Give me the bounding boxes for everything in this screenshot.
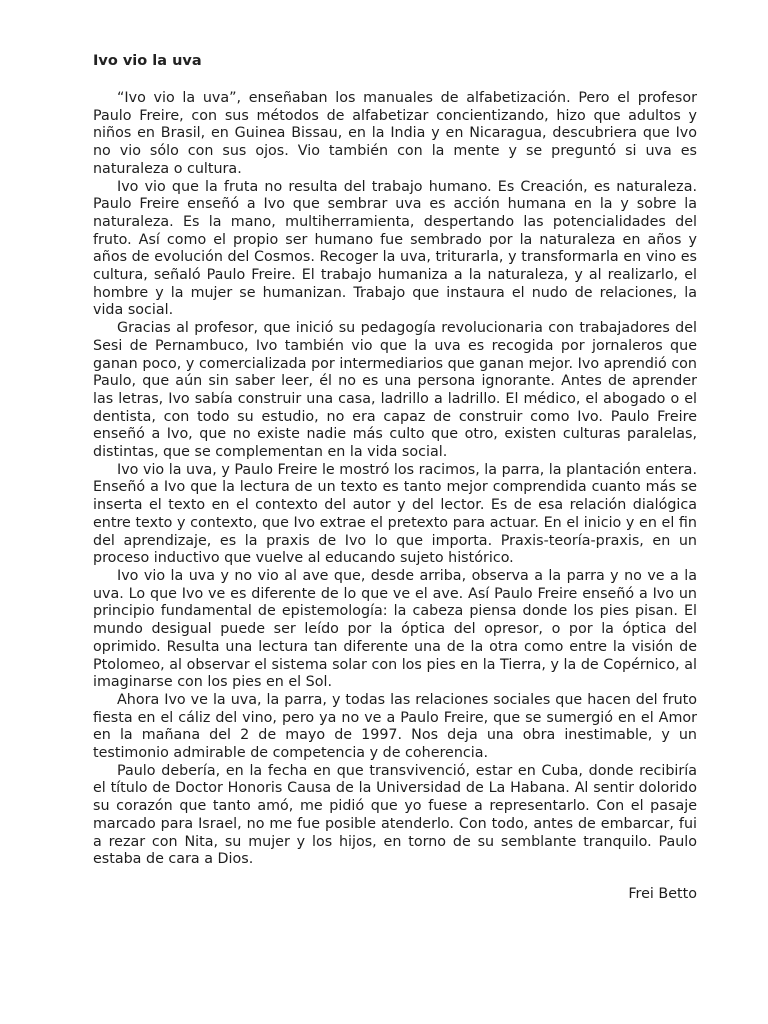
paragraph: Paulo debería, en la fecha en que transvivenció, estar en Cuba, donde recibiría el título de Doctor Honoris Causa de la Universidad de La Habana. Al sentir dolorido su corazón que tanto amó, me pidió que yo fuese a representarlo. Con el pasaje marcado para Israel, no me fue posible atenderlo. Con todo, antes de embarcar, fui a rezar con Nita, su mujer y los hijos, en torno de su semblante tranquilo. Paulo estaba de cara a Dios. xyxy=(93,762,697,868)
paragraph: Ivo vio la uva y no vio al ave que, desde arriba, observa a la parra y no ve a la uva. Lo que Ivo ve es diferente de lo que ve el ave. Así Paulo Freire enseñó a Ivo un principio fundamental de epistemología: la cabeza piensa donde los pies pisan. El mundo desigual puede ser leído por la óptica del opresor, o por la óptica del oprimido. Resulta una lectura tan diferente una de la otra como entre la visión de Ptolomeo, al observar el sistema solar con los pies en la Tierra, y la de Copérnico, al imaginarse con los pies en el Sol. xyxy=(93,567,697,691)
paragraph: Ahora Ivo ve la uva, la parra, y todas las relaciones sociales que hacen del fruto fiesta en el cáliz del vino, pero ya no ve a Paulo Freire, que se sumergió en el Amor en la mañana del 2 de mayo de 1997. Nos deja una obra inestimable, y un testimonio admirable de competencia y de coherencia. xyxy=(93,691,697,762)
author-signature: Frei Betto xyxy=(628,885,697,902)
document-body xyxy=(93,90,697,869)
paragraph: “Ivo vio la uva”, enseñaban los manuales de alfabetización. Pero el profesor Paulo Freire, con sus métodos de alfabetizar concientizando, hizo que adultos y niños en Brasil, en Guinea Bissau, en la India y en Nicaragua, descubriera que Ivo no vio sólo con sus ojos. Vio también con la mente y se preguntó si uva es naturaleza o cultura. xyxy=(93,90,697,177)
document-title: Ivo vio la uva xyxy=(93,53,202,69)
paragraph: Gracias al profesor, que inició su pedagogía revolucionaria con trabajadores del Sesi de Pernambuco, Ivo también vio que la uva es recogida por jornaleros que ganan poco, y comercializada por intermediarios que ganan mejor. Ivo aprendió con Paulo, que aún sin saber leer, él no es una persona ignorante. Antes de aprender las letras, Ivo sabía construir una casa, ladrillo a ladrillo. El médico, el abogado o el dentista, con todo su estudio, no era capaz de construir como Ivo. Paulo Freire enseñó a Ivo, que no existe nadie más culto que otro, existen culturas paralelas, distintas, que se complementan en la vida social. xyxy=(93,320,697,461)
paragraph: Ivo vio que la fruta no resulta del trabajo humano. Es Creación, es naturaleza. Paulo Freire enseñó a Ivo que sembrar uva es acción humana en la y sobre la naturaleza. Es la mano, multiherramienta, despertando las potencialidades del fruto. Así como el propio ser humano fue sembrado por la naturaleza en años y años de evolución del Cosmos. Recoger la uva, triturarla, y transformarla en vino es cultura, señaló Paulo Freire. El trabajo humaniza a la naturaleza, y al realizarlo, el hombre y la mujer se humanizan. Trabajo que instaura el nudo de relaciones, la vida social. xyxy=(93,178,697,319)
paragraph: Ivo vio la uva, y Paulo Freire le mostró los racimos, la parra, la plantación entera. Enseñó a Ivo que la lectura de un texto es tanto mejor comprendida cuanto más se inserta el texto en el contexto del autor y del lector. Es de esa relación dialógica entre texto y contexto, que Ivo extrae el pretexto para actuar. En el inicio y en el fin del aprendizaje, es la praxis de Ivo lo que importa. Praxis-teoría-praxis, en un proceso inductivo que vuelve al educando sujeto histórico. xyxy=(93,461,697,567)
